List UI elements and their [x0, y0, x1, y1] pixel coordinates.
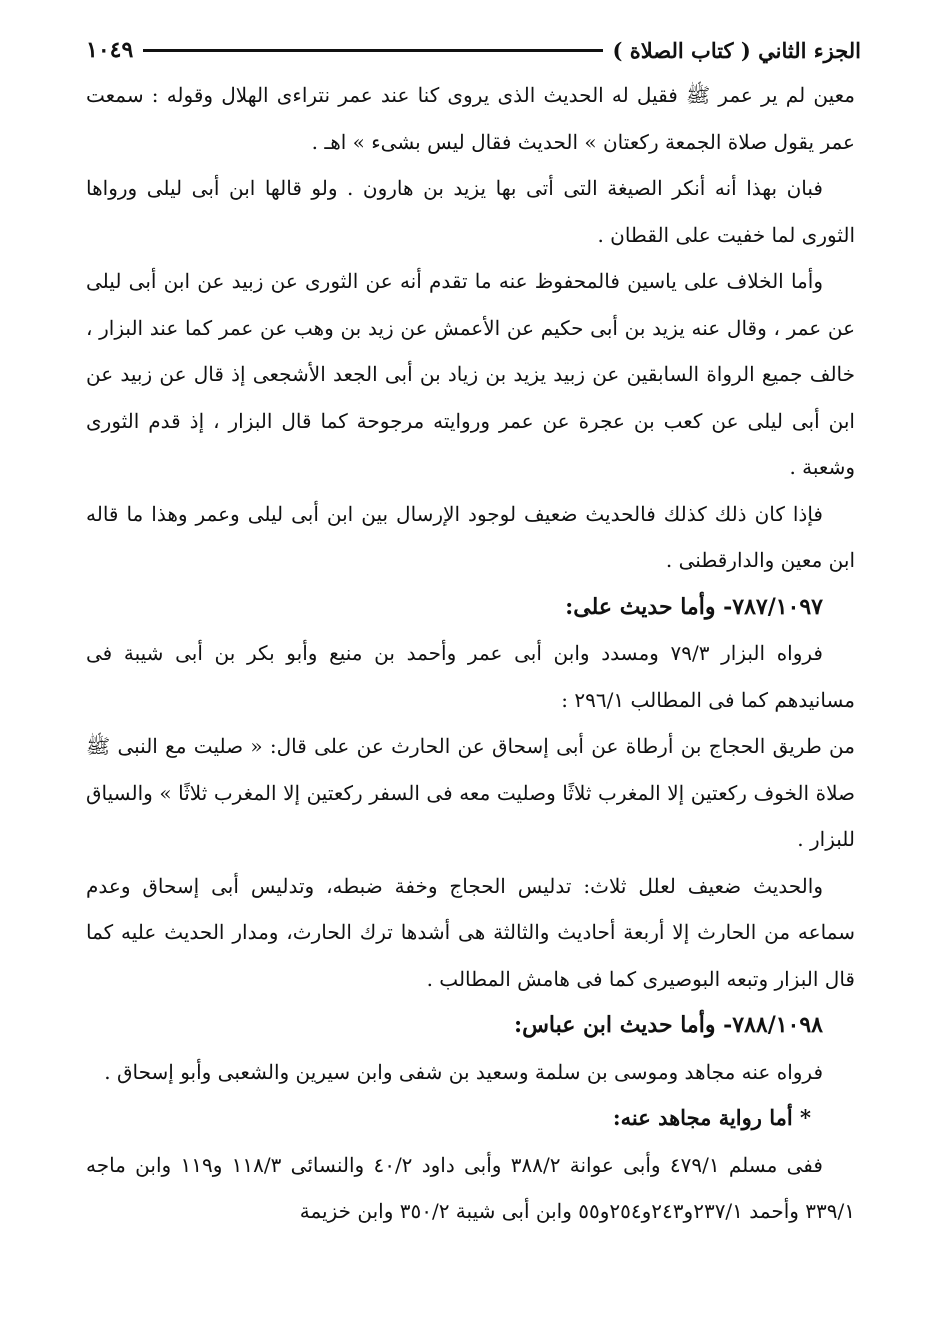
subheading-mujahid: * أما رواية مجاهد عنه: — [612, 1105, 811, 1130]
paragraph-7: والحديث ضعيف لعلل ثلاث: تدليس الحجاج وخفة ضبطه، وتدليس أبى إسحاق وعدم سماعه من الحارث إلا أربعة أحاديث والثالثة هى أشدها ترك الحارث، ومدار الحديث عليه كما قال البزار وتبعه البوصيرى كما فى هامش المطالب . — [86, 873, 855, 991]
paragraph-4: فإذا كان ذلك كذلك فالحديث ضعيف لوجود الإرسال بين ابن أبى ليلى وعمر وهذا ما قاله ابن معين والدارقطنى . — [86, 501, 855, 572]
section-heading-ali: ٧٨٧/١٠٩٧- وأما حديث على: — [565, 593, 823, 620]
paragraph-2: فبان بهذا أنه أنكر الصيغة التى أتى بها يزيد بن هارون . ولو قالها ابن أبى ليلى ورواها الثورى لما خفيت على القطان . — [86, 176, 855, 247]
paragraph-8: فرواه عنه مجاهد وموسى بن سلمة وسعيد بن شفى وابن سيرين والشعبى وأبو إسحاق . — [104, 1059, 823, 1084]
paragraph-1: معين لم ير عمر ﷺ فقيل له الحديث الذى يروى كنا عند عمر نتراءى الهلال وقوله : سمعت عمر يقول صلاة الجمعة ركعتان » الحديث فقال ليس بشىء » اهـ . — [86, 83, 855, 154]
section-heading-ibn-abbas: ٧٨٨/١٠٩٨- وأما حديث ابن عباس: — [513, 1012, 823, 1038]
document-page — [86, 28, 861, 1339]
header-rule — [143, 49, 602, 52]
page-number: ١٠٤٩ — [86, 37, 134, 63]
paragraph-9: ففى مسلم ٤٧٩/١ وأبى عوانة ٣٨٨/٢ وأبى داود ٤٠/٢ والنسائى ١١٨/٣ و١١٩ وابن ماجه ٣٣٩/١ وأحمد ٢٣٧/١و٢٤٣و٢٥٤و٥٥ وابن أبى شيبة ٣٥٠/٢ وابن خزيمة — [86, 1152, 855, 1223]
header-title: الجزء الثاني ( كتاب الصلاة ) — [612, 37, 861, 63]
running-header — [86, 28, 861, 72]
paragraph-3: وأما الخلاف على ياسين فالمحفوظ عنه ما تقدم أنه عن الثورى عن زبيد عن ابن أبى ليلى عن عمر ، وقال عنه يزيد بن أبى حكيم عن الأعمش عن زيد بن وهب عن عمر كما عند البزار ، خالف جميع الرواة السابقين عن زبيد يزيد بن زياد بن أبى الجعد الأشجعى إذ قال عن زبيد عن ابن أبى ليلى عن كعب بن عجرة عن عمر وروايته مرجوحة كما قال البزار ، إذ قدم الثورى وشعبة . — [86, 269, 856, 479]
paragraph-6: من طريق الحجاج بن أرطاة عن أبى إسحاق عن الحارث عن على قال: « صليت مع النبى ﷺ صلاة الخوف ركعتين إلا المغرب ثلاثًا وصليت معه فى السفر ركعتين إلا المغرب ثلاثًا » والسياق للبزار . — [86, 734, 856, 851]
paragraph-5: فرواه البزار ٧٩/٣ ومسدد وابن أبى عمر وأحمد بن منيع وأبو بكر بن أبى شيبة فى مسانيدهم كما فى المطالب ٢٩٦/١ : — [86, 641, 855, 712]
